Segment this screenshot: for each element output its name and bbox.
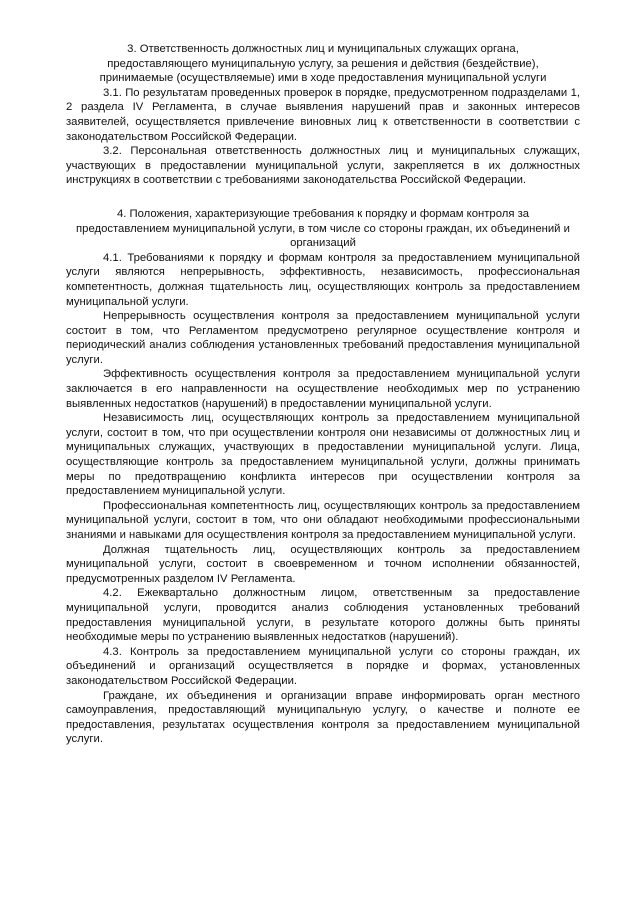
paragraph-citizens: Граждане, их объединения и организации вправе информировать орган местного самоуправления, предоставляющий муниципальную услугу, о качестве и полноте ее предоставления, результатах осуществления контроля за предоставлением муниципальной услуги. [66, 689, 580, 746]
section-4-heading: 4. Положения, характеризующие требования к порядку и формам контроля за предоставлением муниципальной услуги, в том числе со стороны граждан, их объединений и организаций [76, 207, 570, 250]
section-3-heading: 3. Ответственность должностных лиц и муниципальных служащих органа, предоставляющего муниципальную услугу, за решения и действия (бездействие), принимаемые (осуществляемые) ими в ходе предоставления муниципальной услуги [99, 43, 547, 85]
paragraph-efficiency: Эффективность осуществления контроля за предоставлением муниципальной услуги заключается в его направленности на осуществление необходимых мер по устранению выявленных недостатков (нарушений) в предоставлении муниципальной услуги. [66, 368, 580, 410]
paragraph-4-1: 4.1. Требованиями к порядку и формам контроля за предоставлением муниципальной услуги являются непрерывность, эффективность, независимость, профессиональная компетентность, должная тщательность лиц, осуществляющих контроль за предоставлением муниципальной услуги. [66, 251, 580, 308]
paragraph-3-1: 3.1. По результатам проведенных проверок в порядке, предусмотренном подразделами 1, 2 раздела IV Регламента, в случае выявления нарушений прав и законных интересов заявителей, осуществляется привлечение виновных лиц к ответственности в соответствии с законодательством Российской Федерации. [66, 86, 580, 143]
paragraph-competence: Профессиональная компетентность лиц, осуществляющих контроль за предоставлением муниципальной услуги, состоит в том, что они обладают необходимыми профессиональными знаниями и навыками для осуществления контроля за предоставлением муниципальной услуги. [66, 499, 580, 541]
paragraph-4-2: 4.2. Ежеквартально должностным лицом, ответственным за предоставление муниципальной услуги, проводится анализ соблюдения установленных требований предоставления муниципальной услуги, в результате которого должны быть приняты необходимые меры по устранению выявленных недостатков (нарушений). [66, 587, 580, 644]
paragraph-diligence: Должная тщательность лиц, осуществляющих контроль за предоставлением муниципальной услуги, состоит в своевременном и точном исполнении обязанностей, предусмотренных разделом IV Регламента. [66, 543, 580, 585]
paragraph-4-3: 4.3. Контроль за предоставлением муниципальной услуги со стороны граждан, их объединений и организаций осуществляется в порядке и формах, установленных законодательством Российской Федерации. [66, 645, 580, 687]
paragraph-independence: Независимость лиц, осуществляющих контроль за предоставлением муниципальной услуги, состоит в том, что при осуществлении контроля они независимы от должностных лиц и муниципальных служащих, участвующих в предоставлении муниципальной услуги. Лица, осуществляющие контроль за предоставлением муниципальной услуги, должны принимать меры по предотвращению конфликта интересов при осуществлении контроля за предоставлением муниципальной услуги. [66, 412, 580, 498]
paragraph-3-2: 3.2. Персональная ответственность должностных лиц и муниципальных служащих, участвующих в предоставлении муниципальной услуги, закрепляется в их должностных инструкциях в соответствии с требованиями законодательства Российской Федерации. [66, 145, 580, 187]
paragraph-continuity: Непрерывность осуществления контроля за предоставлением муниципальной услуги состоит в том, что Регламентом предусмотрено регулярное осуществление контроля и периодический анализ соблюдения установленных требований предоставления муниципальной услуги. [66, 310, 580, 366]
